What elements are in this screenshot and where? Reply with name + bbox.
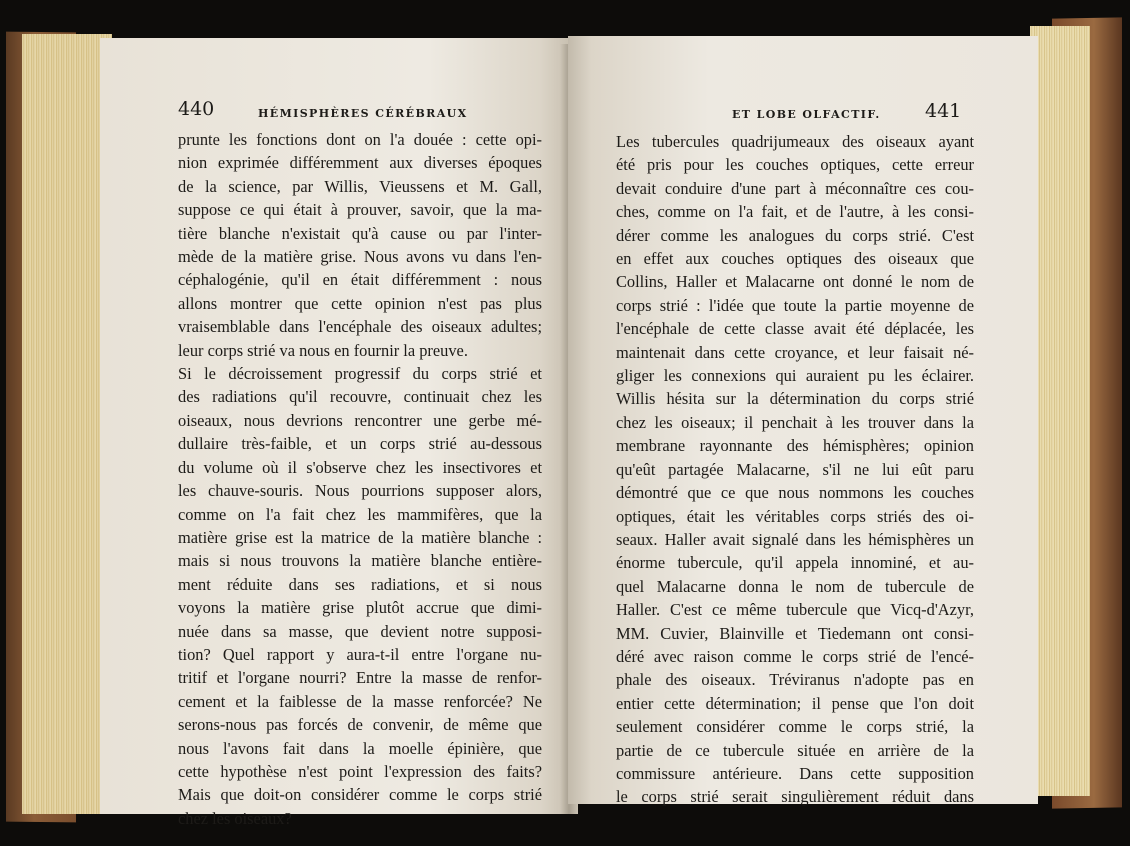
text-line: qu'eût partagée Malacarne, s'il ne lui eût paru (616, 459, 974, 479)
text-line: matière grise est la matrice de la matière blanche : (178, 527, 542, 547)
text-line: partie de ce tubercule située en arrière de la (616, 740, 974, 760)
text-line: nous l'avons fait dans la moelle épinière, que (178, 738, 542, 758)
right-page (568, 36, 1038, 807)
text-line: maintenait dans cette croyance, et leur faisait né- (616, 342, 974, 362)
page-edges-right (1030, 26, 1090, 796)
text-line: prunte les fonctions dont on l'a douée : cette opi- (178, 130, 542, 149)
text-line: tion? Quel rapport y aura-t-il entre l'organe nu- (178, 644, 542, 664)
text-line: membrane rayonnante des hémisphères; opinion (616, 436, 974, 456)
page-number: 440 (178, 98, 215, 120)
text-line: MM. Cuvier, Blainville et Tiedemann ont consi- (616, 623, 974, 643)
text-line: nion exprimée différemment aux diverses époques (178, 153, 542, 173)
text-line: suppose ce qui était à prouver, savoir, que la ma- (178, 200, 542, 220)
text-line: leur corps strié va nous en fournir la preuve. (178, 340, 468, 360)
text-line: tritif et l'organe nourri? Entre la masse de renfor- (178, 668, 542, 688)
text-line: des radiations qu'il recouvre, continuait chez les (178, 387, 542, 407)
text-line: oiseaux, nous devrions rencontrer une gerbe mé- (178, 410, 542, 430)
text-line: Les tubercules quadrijumeaux des oiseaux ayant (616, 132, 974, 151)
text-line: dullaire très-faible, et un corps strié au-dessous (178, 434, 542, 454)
running-head: HÉMISPHÈRES CÉRÉBRAUX (258, 107, 468, 120)
text-line: été pris pour les couches optiques, cette erreur (616, 155, 974, 175)
text-line: serons-nous pas forcés de convenir, de même que (178, 715, 542, 735)
running-head: ET LOBE OLFACTIF. (732, 108, 881, 121)
text-line: vraisemblable dans l'encéphale des oiseaux adultes; (178, 317, 542, 337)
text-line: voyons la matière grise plutôt accrue que dimi- (178, 598, 542, 618)
text-line: chez les oiseaux? (178, 808, 292, 828)
text-line: devait conduire d'une part à méconnaître ces cou- (616, 178, 974, 198)
text-line: de la science, par Willis, Vieussens et M. Gall, (178, 176, 542, 196)
text-line: chez les oiseaux; il penchait à les trouver dans la (616, 412, 974, 432)
text-line: Mais que doit-on considérer comme le corps strié (178, 785, 542, 805)
text-line: optiques, était les véritables corps striés des oi- (616, 506, 974, 526)
page-edges-left (22, 34, 112, 814)
text-line: les chauve-souris. Nous pourrions supposer alors, (178, 481, 542, 501)
text-line: le corps strié serait singulièrement réduit dans (616, 787, 974, 807)
text-line: comme on l'a fait chez les mammifères, que la (178, 504, 542, 524)
text-line: quel Malacarne donna le nom de tubercule de (616, 576, 974, 596)
text-line: ches, comme on l'a fait, et de l'autre, à les consi- (616, 202, 974, 222)
text-line: corps strié : l'idée que toute la partie moyenne de (616, 295, 974, 315)
body-text (616, 130, 974, 809)
text-line: Haller. C'est ce même tubercule que Vicq-d'Azyr, (616, 600, 974, 620)
text-line: mais si nous trouvons la matière blanche entière- (178, 551, 542, 571)
body-text (178, 128, 542, 830)
text-line: gliger les connexions qui auraient pu les éclairer. (616, 366, 974, 386)
text-line: céphalogénie, qu'il en était différemment : nous (178, 270, 542, 290)
text-line: cement et la faiblesse de la masse renforcée? Ne (178, 691, 542, 711)
left-page (100, 38, 568, 828)
text-line: commissure antérieure. Dans cette supposition (616, 763, 974, 783)
text-line: Willis hésita sur la détermination du corps strié (616, 389, 974, 409)
text-line: seaux. Haller avait signalé dans les hémisphères un (616, 529, 974, 549)
text-line: phale des oiseaux. Tréviranus n'adopte pas en (616, 670, 974, 690)
text-line: dérer comme les analogues du corps strié. C'est (616, 225, 974, 245)
text-line: énorme tubercule, qu'il appela innominé, et au- (616, 553, 974, 573)
text-line: tière blanche n'existait qu'à cause ou par l'inter- (178, 223, 542, 243)
text-line: ment réduite dans ses radiations, et si nous (178, 574, 542, 594)
text-line: seulement considérer comme le corps strié, la (616, 717, 974, 737)
text-line: du volume où il s'observe chez les insectivores et (178, 457, 542, 477)
text-line: Collins, Haller et Malacarne ont donné le nom de (616, 272, 974, 292)
text-line: allons montrer que cette opinion n'est pas plus (178, 293, 542, 313)
text-line: entier cette détermination; il pense que l'on doit (616, 693, 974, 713)
text-line: cette hypothèse n'est point l'expression des faits? (178, 761, 542, 781)
text-line: Si le décroissement progressif du corps strié et (178, 364, 542, 384)
page-number: 441 (925, 100, 962, 122)
text-line: mède de la matière grise. Nous avons vu dans l'en- (178, 247, 542, 267)
text-line: en effet aux couches optiques des oiseaux que (616, 249, 974, 269)
text-line: nuée dans sa masse, que devient notre supposi- (178, 621, 542, 641)
text-line: démontré que ce que nous nommons les couches (616, 483, 974, 503)
text-line: déré avec raison comme le corps strié de l'encé- (616, 646, 974, 666)
text-line: l'encéphale de cette classe avait été déplacée, les (616, 319, 974, 339)
